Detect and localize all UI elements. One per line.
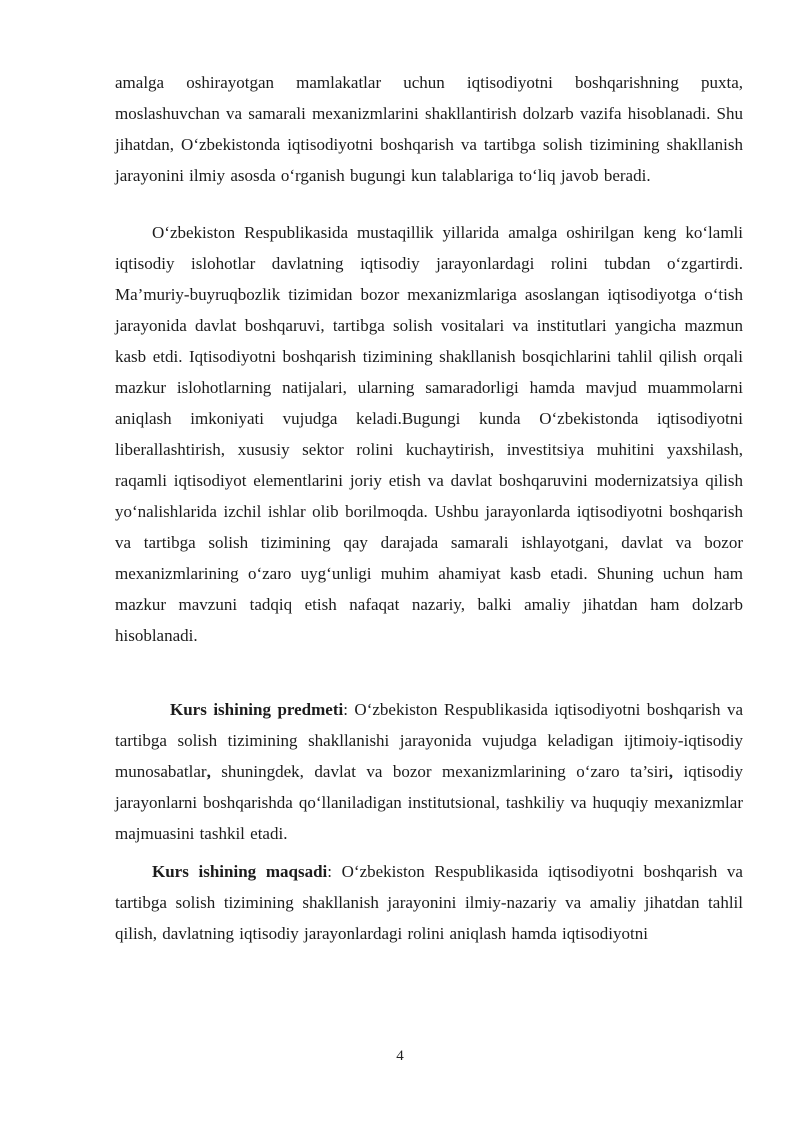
paragraph-reforms — [115, 217, 743, 651]
paragraph-text: O‘zbekiston Respublikasida mustaqillik yillarida amalga oshirilgan keng ko‘lamli iqtisodiy islohotlar davlatning iqtisodiy jarayonlardagi rolini tubdan o‘zgartirdi. Ma’muriy-buyruqbozlik tizimidan bozor mexanizmlariga asoslangan iqtisodiyotga o‘tish jarayonida davlat boshqaruvi, tartibga solish vositalari va institutlari yangicha mazmun kasb etdi. Iqtisodiyotni boshqarish tizimining shakllanish bosqichlarini tahlil qilish orqali mazkur islohotlarning natijalari, ularning samaradorligi hamda mavjud muammolarni aniqlash imkoniyati vujudga keladi.Bugungi kunda O‘zbekistonda iqtisodiyotni liberallashtirish, xususiy sektor rolini kuchaytirish, investitsiya muhitini yaxshilash, raqamli iqtisodiyot elementlarini joriy etish va davlat boshqaruvini modernizatsiya qilish yo‘nalishlarida izchil ishlar olib borilmoqda. Ushbu jarayonlarda iqtisodiyotni boshqarish va tartibga solish tizimining qay darajada samarali ishlayotgani, davlat va bozor mexanizmlarining o‘zaro uyg‘unligi muhim ahamiyat kasb etadi. Shuning uchun ham mazkur mavzuni tadqiq etish nafaqat nazariy, balki amaliy jihatdan ham dolzarb hisoblanadi. — [115, 223, 743, 645]
paragraph-intro-continuation — [115, 67, 743, 191]
paragraph-course-subject — [115, 694, 743, 849]
bold-comma: , — [668, 762, 674, 781]
paragraph-text: : O‘zbekiston Respublikasida iqtisodiyotni boshqarish va tartibga solish tizimining shakllanish jarayonini ilmiy-nazariy va amaliy jihatdan tahlil qilish, davlatning iqtisodiy jarayonlardagi rolini aniqlash hamda iqtisodiyotni — [115, 862, 743, 943]
bold-comma: , — [206, 762, 211, 781]
course-subject-heading: Kurs ishining predmeti — [170, 700, 344, 719]
paragraph-text: amalga oshirayotgan mamlakatlar uchun iqtisodiyotni boshqarishning puxta, moslashuvchan va samarali mexanizmlarini shakllantirish dolzarb vazifa hisoblanadi. Shu jihatdan, O‘zbekistonda iqtisodiyotni boshqarish va tartibga solish tizimining shakllanish jarayonini ilmiy asosda o‘rganish bugungi kun talablariga to‘liq javob beradi. — [115, 73, 743, 185]
course-goal-heading: Kurs ishining maqsadi — [152, 862, 328, 881]
paragraph-course-goal — [115, 856, 743, 949]
document-body — [115, 67, 743, 949]
page-number: 4 — [396, 1048, 404, 1064]
paragraph-text: iqtisodiy jarayonlarni boshqarishda qo‘llaniladigan institutsional, tashkiliy va huquqiy mexanizmlar majmuasini tashkil etadi. — [115, 762, 743, 843]
paragraph-text: : O‘zbekiston Respublikasida iqtisodiyotni boshqarish va tartibga solish tizimining shakllanishi jarayonida vujudga keladigan ijtimoiy-iqtisodiy munosabatlar — [115, 700, 743, 781]
paragraph-text: shuningdek, davlat va bozor mexanizmlarining o‘zaro ta’siri — [210, 762, 669, 781]
